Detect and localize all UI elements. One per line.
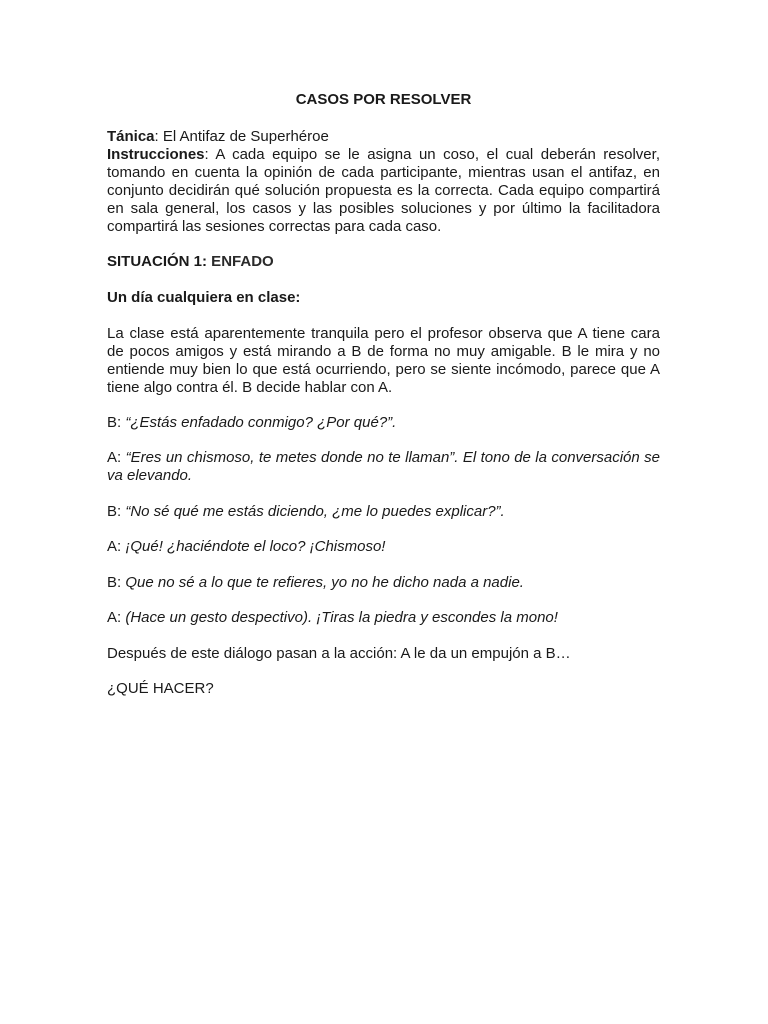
dialogue-text: “¿Estás enfadado conmigo? ¿Por qué?”. — [125, 414, 397, 431]
subheading: Un día cualquiera en clase: — [107, 289, 301, 306]
instructions-paragraph — [107, 146, 660, 236]
dialogue-line — [107, 414, 660, 432]
speaker-label: B: — [107, 414, 126, 431]
dialogue-text: (Hace un gesto despectivo). ¡Tiras la piedra y escondes la mono! — [125, 609, 558, 626]
dialogue-line — [107, 538, 660, 556]
situation-value: ENFADO — [207, 253, 274, 270]
situation-heading — [107, 253, 660, 271]
speaker-label: B: — [107, 574, 126, 591]
tanica-label: Tánica — [107, 128, 155, 145]
closing-question: ¿QUÉ HACER? — [107, 680, 214, 697]
tanica-line — [107, 128, 660, 146]
intro-paragraph: La clase está aparentemente tranquila pero el profesor observa que A tiene cara de pocos amigos y está mirando a B de forma no muy amigable. B le mira y no entiende muy bien lo que está ocurriendo, pero se siente incómodo, parece que A tiene algo contra él. B decide hablar con A. — [107, 325, 660, 396]
instructions-label: Instrucciones — [107, 146, 205, 163]
speaker-label: B: — [107, 503, 126, 520]
after-dialogue-text: Después de este diálogo pasan a la acción: A le da un empujón a B… — [107, 645, 571, 662]
dialogue-text: “Eres un chismoso, te metes donde no te llaman”. El tono de la conversación se va elevando. — [107, 449, 660, 484]
dialogue-text: Que no sé a lo que te refieres, yo no he dicho nada a nadie. — [125, 574, 524, 591]
document-title: CASOS POR RESOLVER — [295, 91, 472, 108]
dialogue-line — [107, 503, 660, 521]
speaker-label: A: — [107, 609, 126, 626]
speaker-label: A: — [107, 449, 126, 466]
tanica-value: : El Antifaz de Superhéroe — [154, 128, 329, 145]
dialogue-text: “No sé qué me estás diciendo, ¿me lo puedes explicar?”. — [125, 503, 505, 520]
document-body — [107, 90, 660, 698]
situation-label: SITUACIÓN 1: — [107, 253, 208, 270]
dialogue-line — [107, 609, 660, 627]
dialogue-line — [107, 574, 660, 592]
speaker-label: A: — [107, 538, 126, 555]
dialogue-line — [107, 449, 660, 485]
dialogue-text: ¡Qué! ¿haciéndote el loco? ¡Chismoso! — [125, 538, 386, 555]
instructions-text: : A cada equipo se le asigna un coso, el cual deberán resolver, tomando en cuenta la opinión de cada participante, mientras usan el antifaz, en conjunto decidirán qué solución propuesta es la correcta. Cada equipo compartirá en sala general, los casos y las posibles soluciones y por último la facilitadora compartirá las sesiones correctas para cada caso. — [107, 146, 660, 235]
